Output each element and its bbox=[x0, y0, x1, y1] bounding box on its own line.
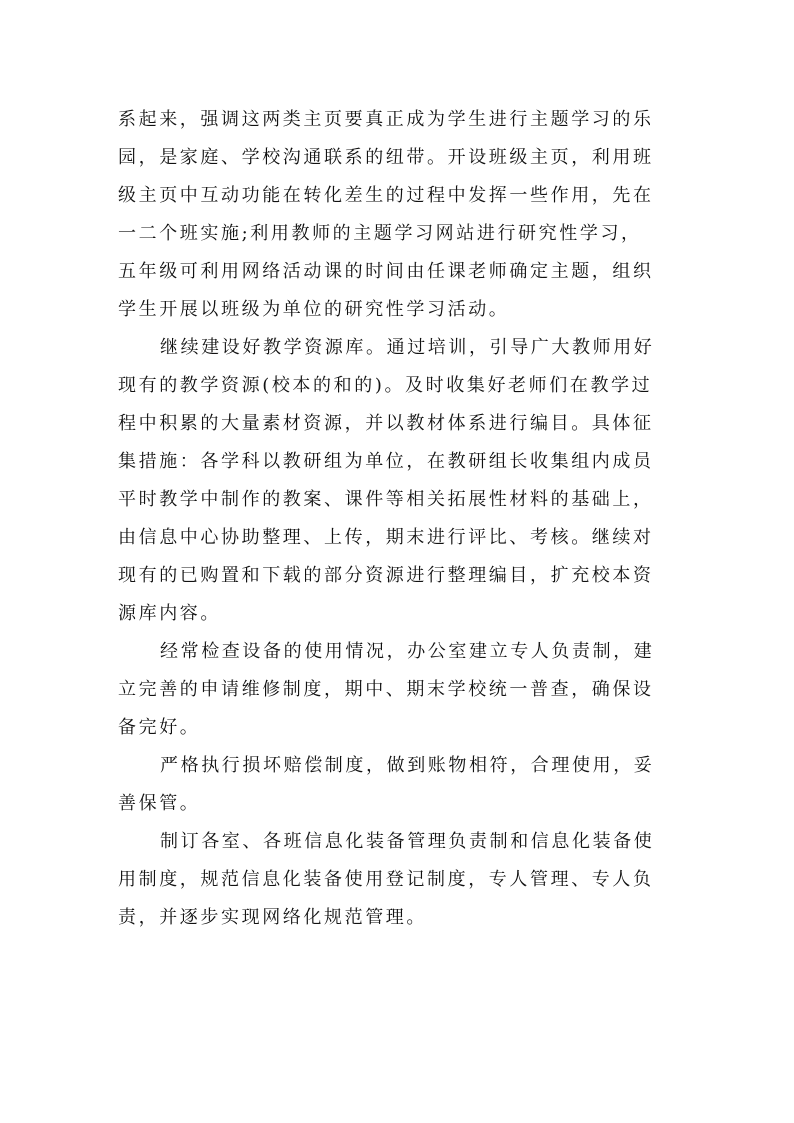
paragraph-start-line: 严格执行损坏赔偿制度，做到账物相符，合理使用，妥 bbox=[160, 755, 655, 776]
text-line: 用制度，规范信息化装备使用登记制度，专人管理、专人负 bbox=[118, 869, 654, 890]
text-line: 程中积累的大量素材资源，并以教材体系进行编目。具体征 bbox=[118, 413, 654, 434]
text-line: 园，是家庭、学校沟通联系的纽带。开设班级主页，利用班 bbox=[118, 147, 654, 168]
paragraph-start-line: 经常检查设备的使用情况，办公室建立专人负责制，建 bbox=[160, 641, 655, 662]
text-line: 系起来，强调这两类主页要真正成为学生进行主题学习的乐 bbox=[118, 109, 654, 130]
text-line: 立完善的申请维修制度，期中、期末学校统一普查，确保设 bbox=[118, 679, 654, 700]
text-line: 五年级可利用网络活动课的时间由任课老师确定主题，组织 bbox=[118, 261, 654, 282]
text-line: 由信息中心协助整理、上传，期末进行评比、考核。继续对 bbox=[118, 527, 654, 548]
text-line: 责，并逐步实现网络化规范管理。 bbox=[118, 907, 427, 928]
text-line: 级主页中互动功能在转化差生的过程中发挥一些作用，先在 bbox=[118, 185, 654, 206]
text-line: 集措施：各学科以教研组为单位，在教研组长收集组内成员 bbox=[118, 451, 654, 472]
paragraph-start-line: 制订各室、各班信息化装备管理负责制和信息化装备使 bbox=[160, 831, 655, 852]
text-line: 备完好。 bbox=[118, 717, 201, 738]
paragraph-start-line: 继续建设好教学资源库。通过培训，引导广大教师用好 bbox=[160, 337, 655, 358]
text-line: 善保管。 bbox=[118, 793, 201, 814]
text-line: 源库内容。 bbox=[118, 603, 221, 624]
text-line: 学生开展以班级为单位的研究性学习活动。 bbox=[118, 299, 510, 320]
document-body bbox=[118, 101, 684, 937]
text-line: 现有的已购置和下载的部分资源进行整理编目，扩充校本资 bbox=[118, 565, 654, 586]
text-line: 平时教学中制作的教案、课件等相关拓展性材料的基础上， bbox=[118, 489, 654, 510]
text-line: 一二个班实施;利用教师的主题学习网站进行研究性学习， bbox=[118, 223, 642, 244]
text-line: 现有的教学资源(校本的和的)。及时收集好老师们在教学过 bbox=[118, 375, 653, 396]
